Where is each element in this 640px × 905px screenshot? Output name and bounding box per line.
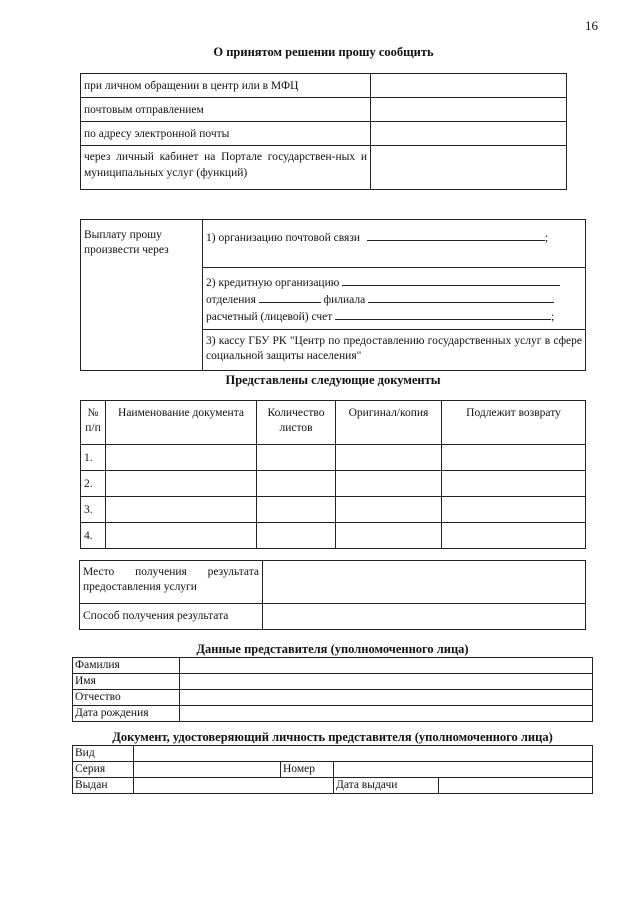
doc-original-cell[interactable] <box>336 497 442 523</box>
doc-name-cell[interactable] <box>106 471 257 497</box>
notify-checkbox-cell[interactable] <box>371 146 567 190</box>
surname-label: Фамилия <box>73 658 180 674</box>
doc-sheets-cell[interactable] <box>257 445 336 471</box>
birthdate-input[interactable] <box>180 706 593 722</box>
id-doc-title: Документ, удостоверяющий личность представителя (уполномоченного лица) <box>112 730 553 744</box>
doc-sheets-cell[interactable] <box>257 497 336 523</box>
doc-return-cell[interactable] <box>442 471 586 497</box>
doc-return-cell[interactable] <box>442 497 586 523</box>
notify-option-portal: через личный кабинет на Портале государствен-ных и муниципальных услуг (функций) <box>81 146 371 190</box>
post-org-input-line[interactable] <box>367 229 545 241</box>
doc-return-cell[interactable] <box>442 523 586 549</box>
notify-checkbox-cell[interactable] <box>371 98 567 122</box>
patronymic-label: Отчество <box>73 690 180 706</box>
row-number: 2. <box>81 471 106 497</box>
doc-name-cell[interactable] <box>106 497 257 523</box>
payout-table <box>80 219 586 371</box>
name-label: Имя <box>73 674 180 690</box>
issue-date-label: Дата выдачи <box>334 778 439 794</box>
patronymic-input[interactable] <box>180 690 593 706</box>
result-method-input[interactable] <box>263 604 586 630</box>
doc-name-cell[interactable] <box>106 523 257 549</box>
branch-label: отделения <box>206 294 256 306</box>
branch-input-line[interactable] <box>259 291 321 303</box>
semicolon: ; <box>551 311 555 323</box>
notify-checkbox-cell[interactable] <box>371 74 567 98</box>
page-number: 16 <box>585 18 598 33</box>
payout-option-cashdesk[interactable]: 3) кассу ГБУ РК "Центр по предоставлению государственных услуг в сфере социальной защиты населения" <box>203 330 586 371</box>
filial-label: филиала <box>323 294 366 306</box>
doc-type-input[interactable] <box>134 746 593 762</box>
notify-table <box>80 73 567 190</box>
series-input[interactable] <box>134 762 281 778</box>
col-original-header: Оригинал/копия <box>336 401 442 445</box>
doc-sheets-cell[interactable] <box>257 523 336 549</box>
semicolon: ; <box>544 232 549 244</box>
notify-option-mail: почтовым отправлением <box>81 98 371 122</box>
table-row <box>81 497 586 523</box>
issued-label: Выдан <box>73 778 134 794</box>
table-row <box>81 445 586 471</box>
documents-title: Представлены следующие документы <box>225 373 441 387</box>
payout-option-bank[interactable] <box>203 268 586 330</box>
table-row <box>81 471 586 497</box>
payout-option-post-label: 1) организацию почтовой связи <box>206 232 361 244</box>
filial-input-line[interactable] <box>368 291 554 303</box>
number-label: Номер <box>281 762 334 778</box>
representative-table <box>72 657 593 722</box>
result-method-label: Способ получения результата <box>80 604 263 630</box>
row-number: 3. <box>81 497 106 523</box>
representative-title: Данные представителя (уполномоченного лица) <box>196 642 469 656</box>
documents-table <box>80 400 586 549</box>
notify-option-email: по адресу электронной почты <box>81 122 371 146</box>
name-input[interactable] <box>180 674 593 690</box>
doc-original-cell[interactable] <box>336 523 442 549</box>
row-number: 1. <box>81 445 106 471</box>
notify-option-in-person: при личном обращении в центр или в МФЦ <box>81 74 371 98</box>
doc-type-label: Вид <box>73 746 134 762</box>
account-input-line[interactable] <box>335 308 551 320</box>
doc-return-cell[interactable] <box>442 445 586 471</box>
doc-original-cell[interactable] <box>336 471 442 497</box>
row-number: 4. <box>81 523 106 549</box>
payout-label: Выплату прошу произвести через <box>81 220 203 371</box>
col-return-header: Подлежит возврату <box>442 401 586 445</box>
account-label: расчетный (лицевой) счет <box>206 311 333 323</box>
doc-name-cell[interactable] <box>106 445 257 471</box>
result-place-label: Место получения результата предоставления услуги <box>80 561 263 604</box>
surname-input[interactable] <box>180 658 593 674</box>
col-sheets-header: Количество листов <box>257 401 336 445</box>
bank-label: 2) кредитную организацию <box>206 277 340 289</box>
number-input[interactable] <box>334 762 593 778</box>
notify-checkbox-cell[interactable] <box>371 122 567 146</box>
issue-date-input[interactable] <box>439 778 593 794</box>
table-row <box>81 523 586 549</box>
col-number-header: № п/п <box>81 401 106 445</box>
doc-original-cell[interactable] <box>336 445 442 471</box>
notify-title: О принятом решении прошу сообщить <box>213 45 434 59</box>
result-place-input[interactable] <box>263 561 586 604</box>
doc-sheets-cell[interactable] <box>257 471 336 497</box>
bank-name-input-line[interactable] <box>342 274 560 286</box>
id-doc-table <box>72 745 593 794</box>
issued-input[interactable] <box>134 778 334 794</box>
birthdate-label: Дата рождения <box>73 706 180 722</box>
series-label: Серия <box>73 762 134 778</box>
result-table <box>79 560 586 630</box>
payout-option-post[interactable] <box>203 220 586 268</box>
col-name-header: Наименование документа <box>106 401 257 445</box>
